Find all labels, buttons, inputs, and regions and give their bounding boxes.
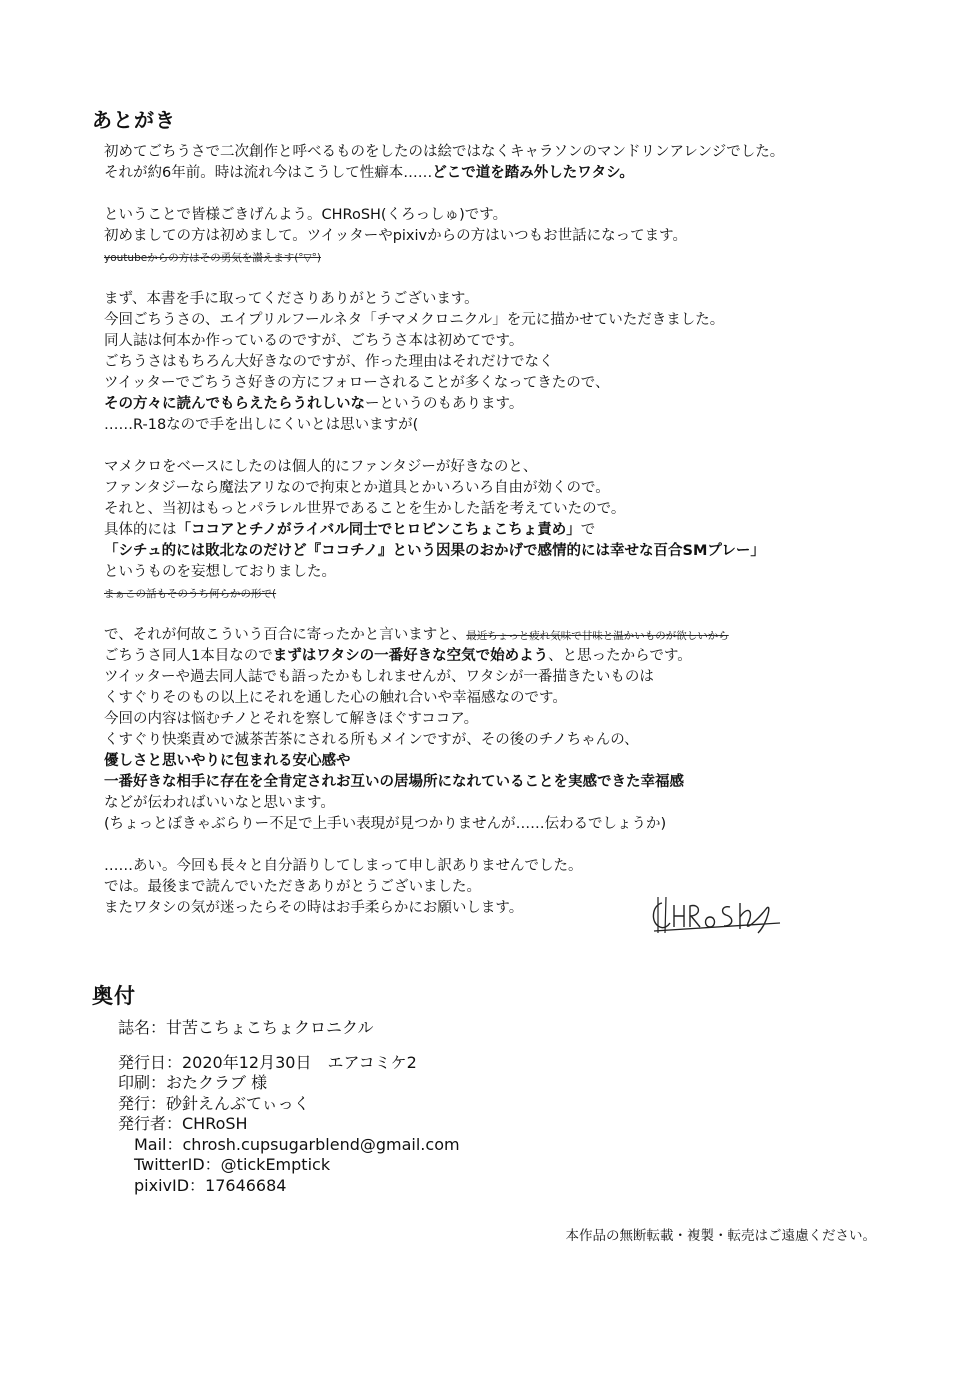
afterword-line [104,583,904,604]
afterword-line [104,394,904,415]
afterword-text: というものを妄想しておりました。 [104,564,336,580]
afterword-heading: あとがき [92,108,176,132]
afterword-line [104,310,904,331]
afterword-line [104,772,904,793]
afterword-line [104,331,904,352]
afterword-text: 優しさと思いやりに包まれる安心感や [104,753,351,769]
afterword-text: マメクロをベースにしたのは個人的にファンタジーが好きなのと、 [104,459,538,475]
afterword-text: ファンタジーなら魔法アリなので拘束とか道具とかいろいろ自由が効くので。 [104,480,610,496]
afterword-line [104,457,904,478]
afterword-text: それが約6年前。時は流れ今はこうして性癖本…… [104,165,433,181]
colophon-author: 発行者：CHRoSH [118,1114,248,1133]
afterword-line [104,289,904,310]
afterword-line [104,814,904,835]
afterword-line [104,352,904,373]
afterword-line [104,688,904,709]
afterword-text: くすぐりそのもの以上にそれを通した心の触れ合いや幸福感なのです。 [104,690,567,706]
colophon-pixiv: pixivID：17646684 [134,1175,287,1195]
afterword-text: 今回ごちうさの、エイプリルフールネタ「チマメクロニクル」を元に描かせていただきました。 [104,312,725,328]
afterword-text: ツイッターでごちうさ好きの方にフォローされることが多くなってきたので、 [104,375,610,391]
afterword-line [104,373,904,394]
afterword-line [104,667,904,688]
afterword-text: (ちょっとぼきゃぶらりー不足で上手い表現が見つかりませんが……伝わるでしょうか) [104,816,667,832]
afterword-text: 、と思ったからです。 [548,648,692,664]
afterword-text: で [580,522,596,538]
afterword-line [104,730,904,751]
blank-line [104,835,904,856]
colophon-heading: 奥付 [92,984,136,1008]
afterword-line [104,415,904,436]
afterword-line [104,478,904,499]
afterword-line [104,646,904,667]
afterword-line [104,625,904,646]
afterword-text: ツイッターや過去同人誌でも語ったかもしれませんが、ワタシが一番描きたいものは [104,669,654,685]
afterword-text: youtubeからの方はその勇気を讃えます(°▽°) [104,252,321,264]
afterword-line [104,205,904,226]
afterword-line [104,709,904,730]
afterword-text: 具体的には [104,522,177,538]
afterword-line [104,793,904,814]
afterword-text: 最近ちょっと疲れ気味で甘味と温かいものが欲しいから [466,630,729,642]
colophon-twitter: TwitterID：@tickEmptick [134,1155,331,1174]
copyright-notice: 本作品の無断転載・複製・転売はご遠慮ください。 [565,1228,876,1244]
afterword-line [104,520,904,541]
afterword-line [104,142,904,163]
afterword-text: ……あい。今回も長々と自分語りしてしまって申し訳ありませんでした。 [104,858,583,874]
blank-line [104,436,904,457]
colophon-title: 誌名：甘苦こちょこちょクロニクル [118,1018,374,1037]
afterword-text: 「ココアとチノがライバル同士でヒロピンこちょこちょ責め」 [176,522,581,538]
afterword-line [104,499,904,520]
colophon-printer: 印刷：おたクラブ 様 [118,1073,268,1092]
afterword-body [104,142,904,919]
afterword-text: 初めてごちうさで二次創作と呼べるものをしたのは絵ではなくキャラソンのマンドリンアレンジでした。 [104,144,785,160]
afterword-text: ーというのもあります。 [365,396,524,412]
afterword-text: ということで皆様ごきげんよう。CHRoSH(くろっしゅ)です。 [104,207,508,223]
afterword-text: 同人誌は何本か作っているのですが、ごちうさ本は初めてです。 [104,333,524,349]
afterword-line [104,226,904,247]
afterword-text: 「シチュ的には敗北なのだけど『ココチノ』という因果のおかげで感情的には幸せな百合SMプレー」 [104,543,765,559]
colophon-block [118,1018,460,1196]
afterword-text: どこで道を踏み外したワタシ。 [432,165,634,181]
afterword-text: まずはワタシの一番好きな空気で始めよう [272,648,549,664]
afterword-text: それと、当初はもっとパラレル世界であることを生かした話を考えていたので。 [104,501,626,517]
afterword-text: ……R-18なので手を出しにくいとは思いますが( [104,417,419,433]
afterword-text: まず、本書を手に取ってくださりありがとうございます。 [104,291,479,307]
afterword-text: 今回の内容は悩むチノとそれを察して解きほぐすココア。 [104,711,479,727]
afterword-line [104,247,904,268]
colophon-publisher: 発行：砂針えんぶてぃっく [118,1093,310,1113]
afterword-text: 初めましての方は初めまして。ツイッターやpixivからの方はいつもお世話になってます。 [104,228,687,244]
afterword-text: ごちうさ同人1本目なので [104,648,273,664]
blank-line [104,184,904,205]
afterword-text: くすぐり快楽責めで滅茶苦茶にされる所もメインですが、その後のチノちゃんの、 [104,732,639,748]
afterword-line [104,163,904,184]
blank-line [104,604,904,625]
afterword-text: 一番好きな相手に存在を全肯定されお互いの居場所になれていることを実感できた幸福感 [104,774,684,790]
afterword-line [104,751,904,772]
colophon-mail: Mail：chrosh.cupsugarblend@gmail.com [134,1134,460,1154]
afterword-line [104,562,904,583]
afterword-line [104,541,904,562]
afterword-text: その方々に読んでもらえたらうれしいな [104,396,365,412]
afterword-text: などが伝わればいいなと思います。 [104,795,335,811]
afterword-line [104,856,904,877]
blank-line [104,268,904,289]
signature [648,893,788,939]
afterword-text: で、それが何故こういう百合に寄ったかと言いますと、 [104,627,467,643]
afterword-text: まぁこの話もそのうち何らかの形で( [104,588,277,600]
afterword-text: では。最後まで読んでいただきありがとうございました。 [104,879,481,895]
afterword-text: ごちうさはもちろん大好きなのですが、作った理由はそれだけでなく [104,354,554,370]
colophon-date: 発行日：2020年12月30日 エアコミケ2 [118,1052,417,1072]
afterword-text: またワタシの気が迷ったらその時はお手柔らかにお願いします。 [104,900,524,916]
